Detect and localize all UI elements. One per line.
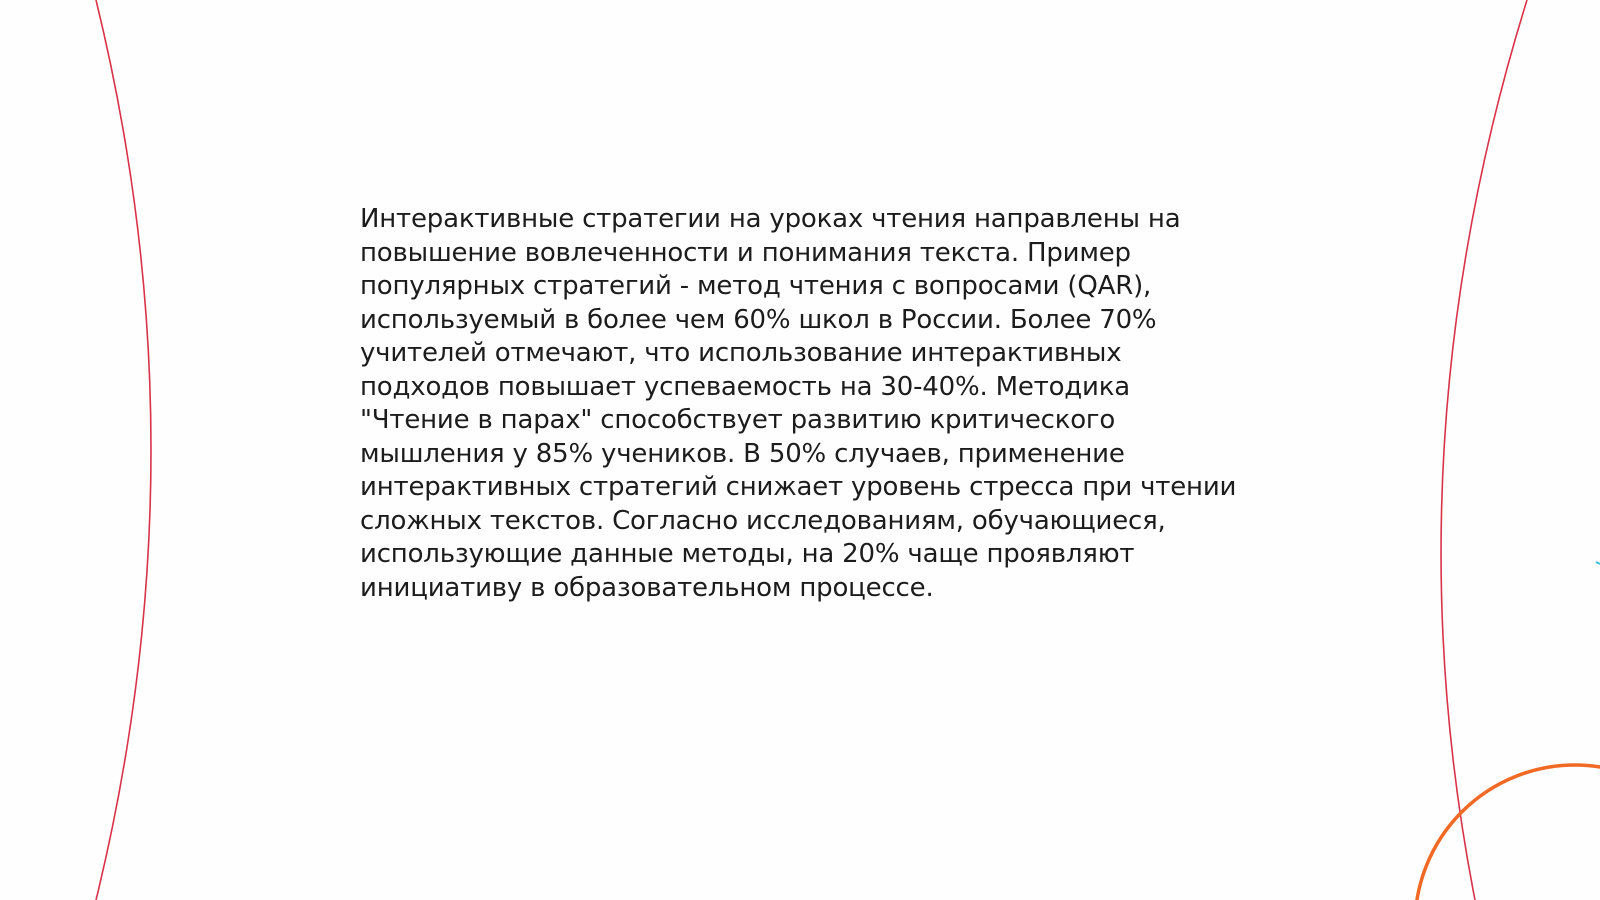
accent-mark [1596, 562, 1600, 564]
body-paragraph: Интерактивные стратегии на уроках чтения направлены на повышение вовлеченности и понимания текста. Пример популярных стратегий - метод чтения с вопросами (QAR), используемый в более чем 60% школ в России. Более 70% учителей отмечают, что использование интерактивных подходов повышает успеваемость на 30-40%. Методика "Чтение в парах" способствует развитию критического мышления у 85% учеников. В 50% случаев, применение интерактивных стратегий снижает уровень стресса при чтении сложных текстов. Согласно исследованиям, обучающиеся, использующие данные методы, на 20% чаще проявляют инициативу в образовательном процессе. [360, 204, 1237, 603]
left-arc-line [96, 0, 151, 900]
corner-circle-outline [1415, 765, 1600, 900]
right-arc-line [1441, 0, 1527, 900]
